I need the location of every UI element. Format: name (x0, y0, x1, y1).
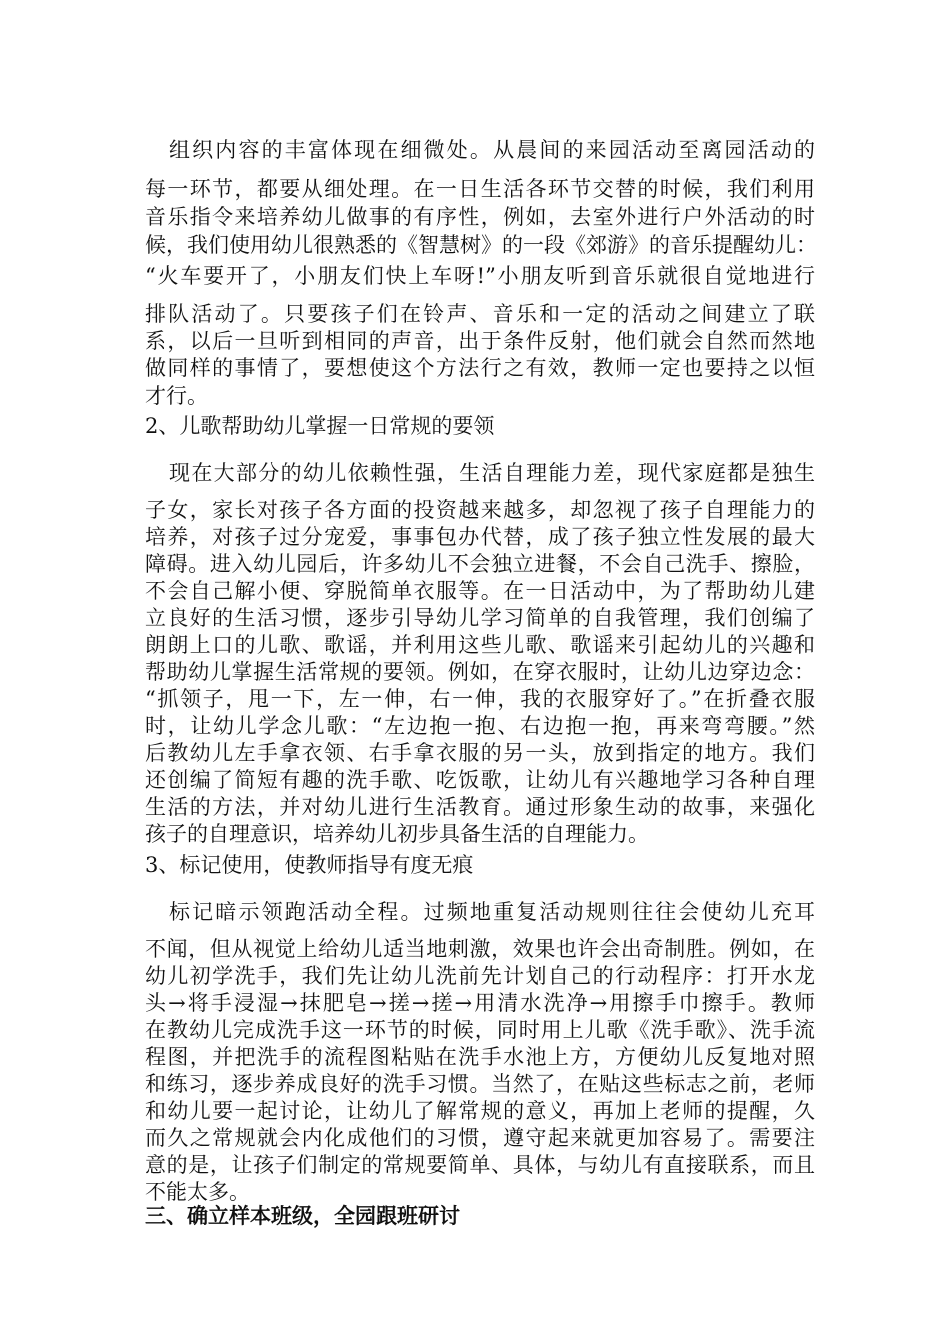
paragraph-line: 子女，家长对孩子各方面的投资越来越多，却忽视了孩子自理能力的 (145, 498, 815, 522)
paragraph-line: 和练习，逐步养成良好的洗手习惯。当然了，在贴这些标志之前，老师 (145, 1072, 815, 1096)
paragraph-line: 候，我们使用幼儿很熟悉的《智慧树》的一段《郊游》的音乐提醒幼儿： (145, 233, 817, 257)
paragraph-line: 孩子的自理意识，培养幼儿初步具备生活的自理能力。 (145, 822, 649, 846)
subsection-heading: 2、儿歌帮助幼儿掌握一日常规的要领 (145, 414, 495, 438)
paragraph-line: 在教幼儿完成洗手这一环节的时候，同时用上儿歌《洗手歌》、洗手流 (145, 1018, 815, 1042)
paragraph-line: 障碍。进入幼儿园后，许多幼儿不会独立进餐，不会自己洗手、擦脸， (145, 552, 815, 576)
paragraph-line: 程图，并把洗手的流程图粘贴在洗手水池上方，方便幼儿反复地对照 (145, 1045, 815, 1069)
paragraph-line: 做同样的事情了，要想使这个方法行之有效，教师一定也要持之以恒 (145, 356, 815, 380)
paragraph-line: 现在大部分的幼儿依赖性强，生活自理能力差，现代家庭都是独生 (169, 461, 815, 485)
paragraph-line: 意的是，让孩子们制定的常规要简单、具体，与幼儿有直接联系，而且 (145, 1153, 815, 1177)
paragraph-line: 排队活动了。只要孩子们在铃声、音乐和一定的活动之间建立了联 (145, 302, 815, 326)
paragraph-line: 不会自己解小便、穿脱简单衣服等。在一日活动中，为了帮助幼儿建 (145, 579, 815, 603)
paragraph-line: 时，让幼儿学念儿歌：“左边抱一抱、右边抱一抱，再来弯弯腰。”然 (145, 714, 815, 738)
paragraph-line: 生活的方法，并对幼儿进行生活教育。通过形象生动的故事，来强化 (145, 795, 815, 819)
paragraph-line: 每一环节，都要从细处理。在一日生活各环节交替的时候，我们利用 (145, 177, 815, 201)
paragraph-line: 立良好的生活习惯，逐步引导幼儿学习简单的自我管理，我们创编了 (145, 606, 815, 630)
paragraph-line: 而久之常规就会内化成他们的习惯，遵守起来就更加容易了。需要注 (145, 1126, 815, 1150)
section-heading: 三、确立样本班级，全园跟班研讨 (145, 1203, 460, 1228)
paragraph-line: “火车要开了，小朋友们快上车呀!”小朋友听到音乐就很自觉地进行 (145, 264, 815, 288)
paragraph-line: 培养，对孩子过分宠爱，事事包办代替，成了孩子独立性发展的最大 (145, 525, 815, 549)
paragraph-line: 标记暗示领跑活动全程。过频地重复活动规则往往会使幼儿充耳 (169, 900, 815, 924)
paragraph-line: 组织内容的丰富体现在细微处。从晨间的来园活动至离园活动的 (169, 138, 815, 162)
paragraph-line: 头→将手浸湿→抹肥皂→搓→搓→用清水洗净→用擦手巾擦手。教师 (145, 991, 815, 1015)
paragraph-line: 朗朗上口的儿歌、歌谣，并利用这些儿歌、歌谣来引起幼儿的兴趣和 (145, 633, 815, 657)
paragraph-line: “抓领子，甩一下，左一伸，右一伸，我的衣服穿好了。”在折叠衣服 (145, 687, 815, 711)
paragraph-line: 帮助幼儿掌握生活常规的要领。例如，在穿衣服时，让幼儿边穿边念： (145, 660, 815, 684)
paragraph-line: 幼儿初学洗手，我们先让幼儿洗前先计划自己的行动程序：打开水龙 (145, 964, 815, 988)
paragraph-line: 不闻，但从视觉上给幼儿适当地刺激，效果也许会出奇制胜。例如，在 (145, 937, 815, 961)
paragraph-line: 后教幼儿左手拿衣领、右手拿衣服的另一头，放到指定的地方。我们 (145, 741, 815, 765)
paragraph-line: 音乐指令来培养幼儿做事的有序性，例如，去室外进行户外活动的时 (145, 205, 815, 229)
paragraph-line: 还创编了简短有趣的洗手歌、吃饭歌，让幼儿有兴趣地学习各种自理 (145, 768, 815, 792)
paragraph-line: 不能太多。 (145, 1180, 250, 1204)
paragraph-line: 才行。 (145, 384, 208, 408)
paragraph-line: 系，以后一旦听到相同的声音，出于条件反射，他们就会自然而然地 (145, 329, 815, 353)
paragraph-line: 和幼儿要一起讨论，让幼儿了解常规的意义，再加上老师的提醒，久 (145, 1099, 815, 1123)
subsection-heading: 3、标记使用，使教师指导有度无痕 (145, 853, 474, 877)
